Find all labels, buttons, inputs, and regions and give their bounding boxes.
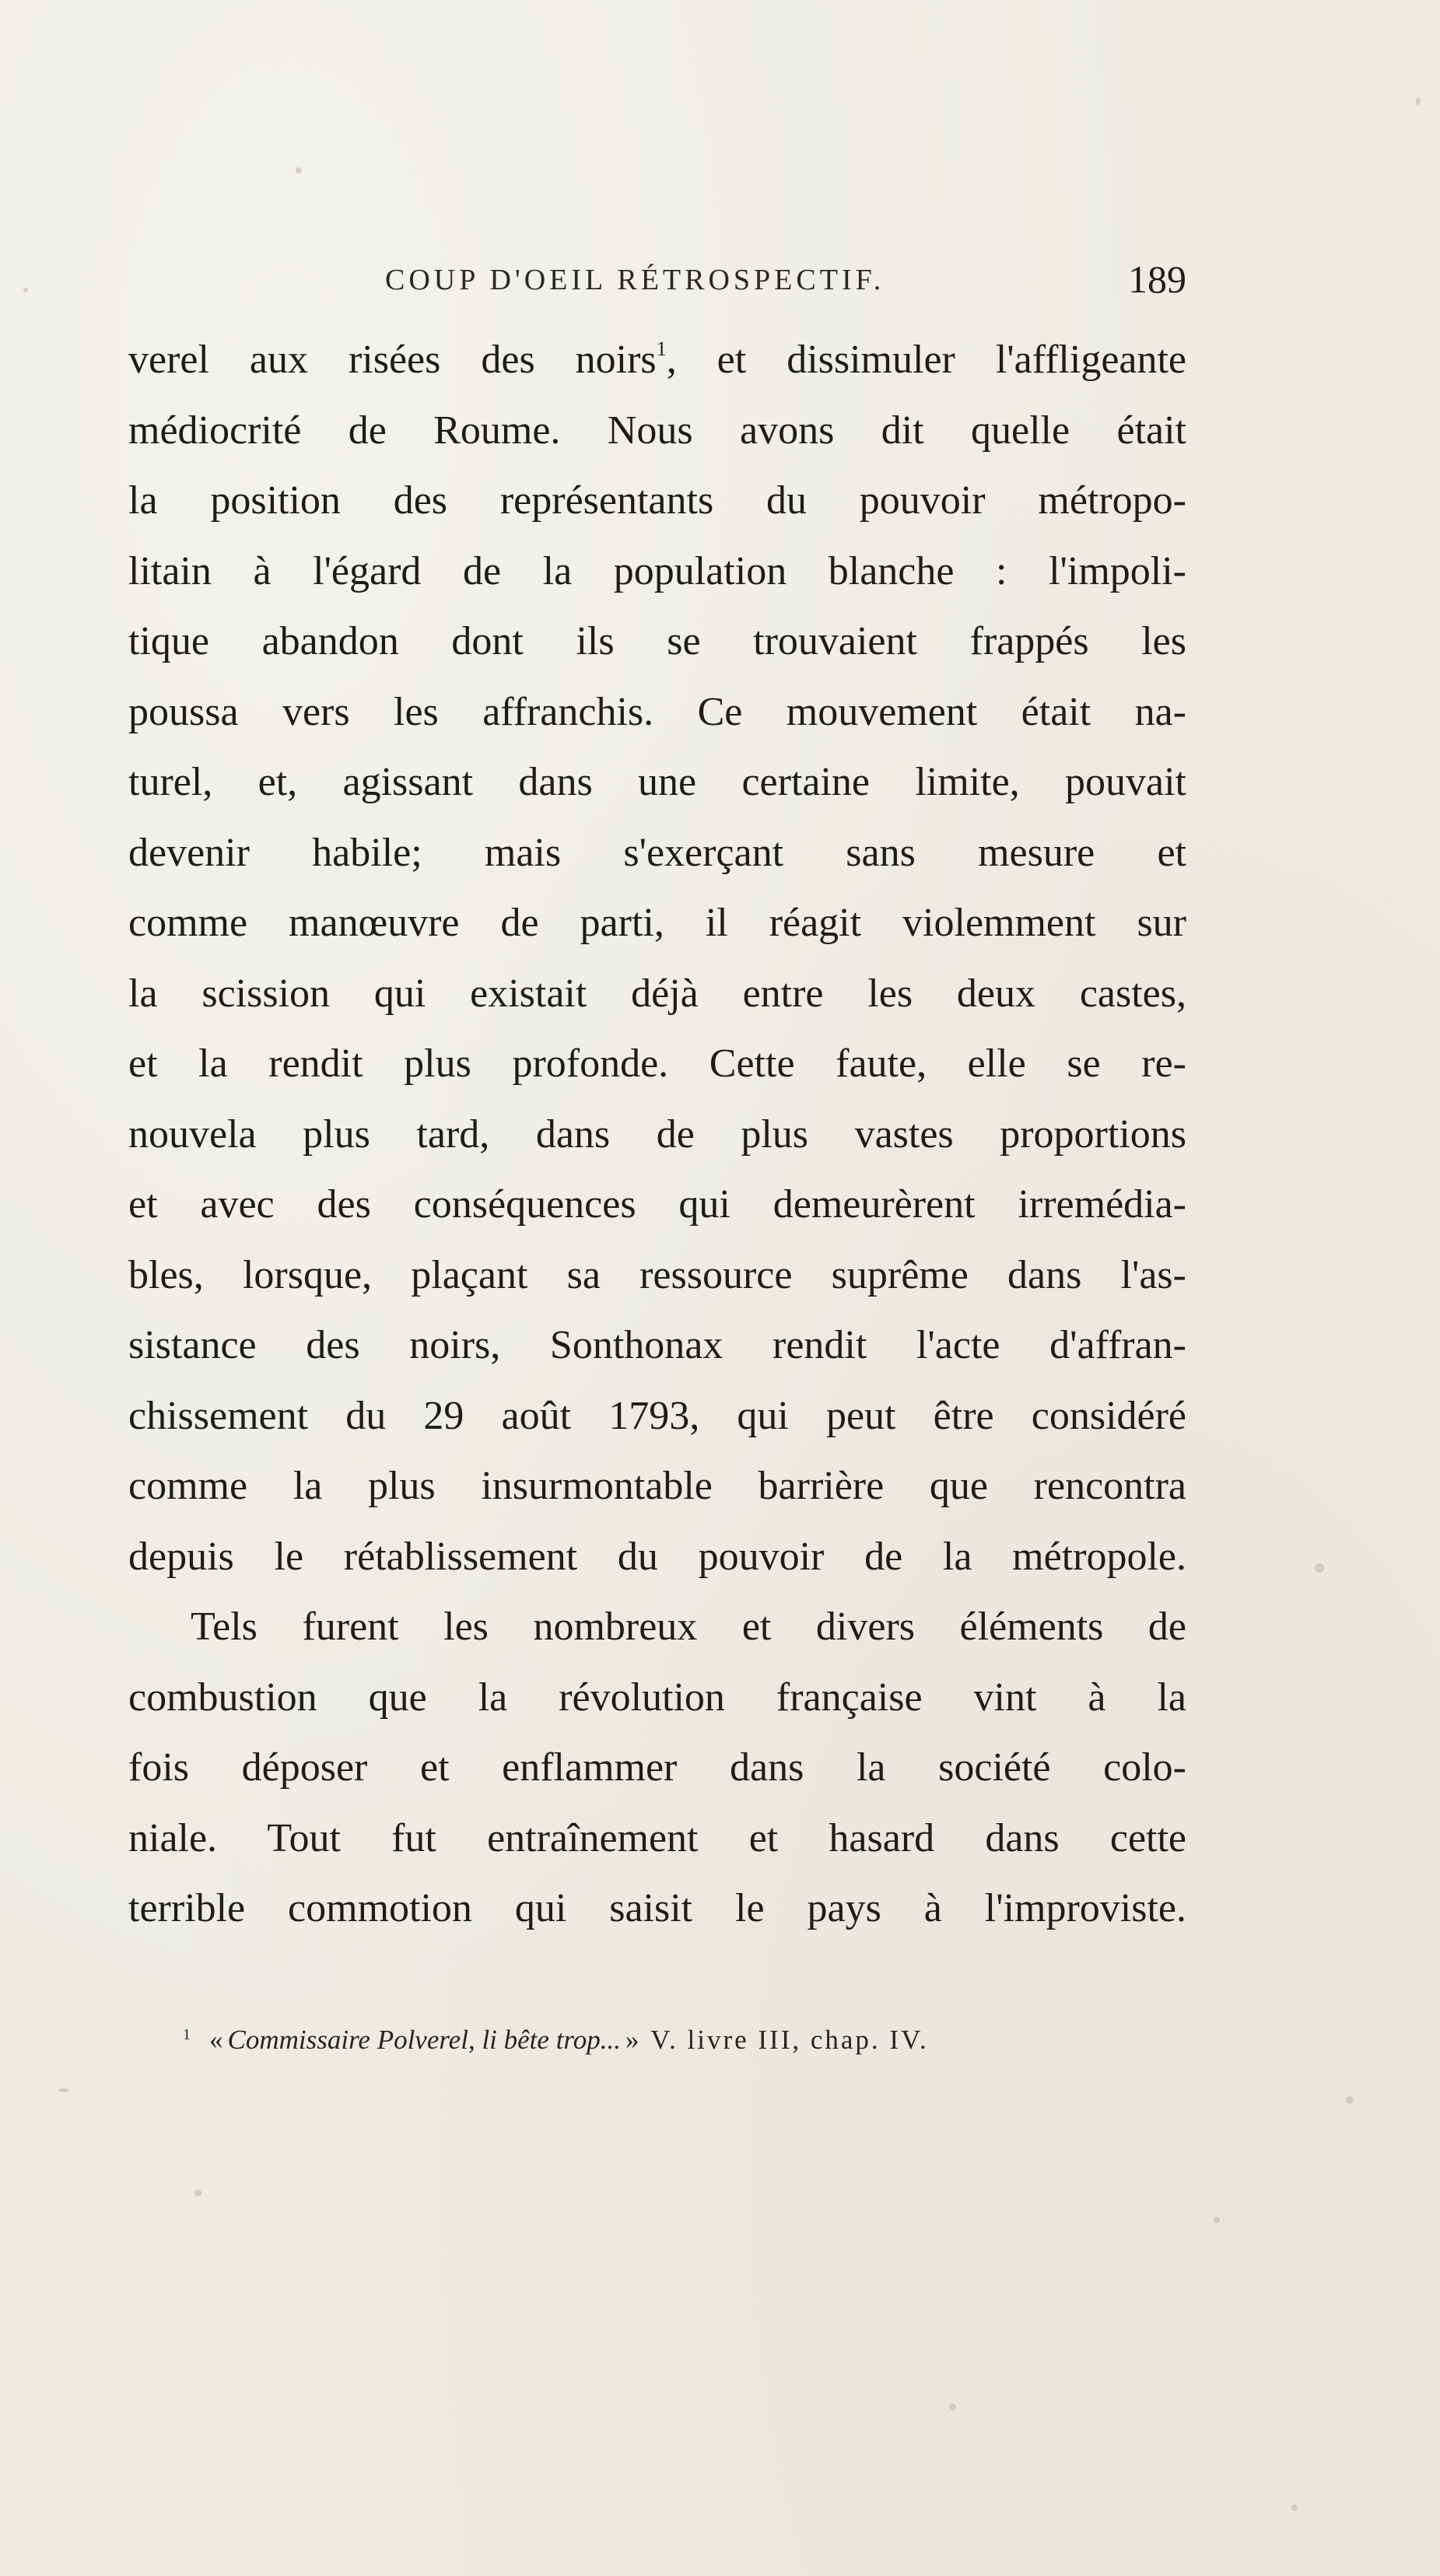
text-line: comme la plus insurmontable barrière que rencontra: [128, 1464, 1186, 1508]
footnote-reference-text: V. livre III, chap. IV.: [650, 2025, 929, 2055]
paper-speck: [194, 2189, 201, 2196]
text-line: et avec des conséquences qui demeurèrent irremédia-: [128, 1182, 1186, 1227]
text-line: médiocrité de Roume. Nous avons dit quelle était: [128, 408, 1186, 453]
footnote-quote-open: «: [209, 2025, 223, 2055]
text-line: combustion que la révolution française vint à la: [128, 1675, 1186, 1720]
paper-speck: [58, 2088, 69, 2092]
text-line: sistance des noirs, Sonthonax rendit l'acte d'affran-: [128, 1323, 1186, 1367]
footnote-reference: 1: [656, 337, 667, 360]
footnote-title: Commissaire Polverel, li bête trop...: [227, 2025, 621, 2055]
paper-speck: [1416, 97, 1421, 105]
text-line: depuis le rétablissement du pouvoir de la métropole.: [128, 1534, 1186, 1579]
text-line: [128, 325, 1186, 396]
text-line: nouvela plus tard, dans de plus vastes proportions: [128, 1111, 1186, 1157]
text-line: poussa vers les affranchis. Ce mouvement était na-: [128, 689, 1186, 734]
text-line: Tels furent les nombreux et divers éléments de: [191, 1605, 1186, 1649]
running-title: COUP D'OEIL RÉTROSPECTIF.: [385, 264, 885, 296]
text-line: bles, lorsque, plaçant sa ressource suprême dans l'as-: [128, 1252, 1186, 1297]
text-line: niale. Tout fut entraînement et hasard dans cette: [128, 1815, 1186, 1860]
paper-speck: [949, 2403, 956, 2410]
text-line: la scission qui existait déjà entre les deux castes,: [128, 971, 1186, 1016]
text-line: fois déposer et enflammer dans la société colo-: [128, 1745, 1186, 1790]
text-line: la position des représentants du pouvoir métropo-: [128, 478, 1186, 523]
page-number: 189: [1128, 257, 1186, 301]
text-segment: , et dissimuler l'affligeante: [666, 338, 1187, 382]
text-line: litain à l'égard de la population blanche : l'impoli-: [128, 548, 1186, 593]
paper-speck: [1291, 2504, 1298, 2511]
paper-speck: [23, 288, 28, 292]
footnote: [183, 2025, 1163, 2056]
paper-speck: [1346, 2096, 1354, 2104]
text-line: terrible commotion qui saisit le pays à l'improviste.: [128, 1886, 1186, 1930]
text-line: et la rendit plus profonde. Cette faute, elle se re-: [128, 1041, 1186, 1086]
text-line: comme manœuvre de parti, il réagit violemment sur: [128, 901, 1186, 945]
text-line: chissement du 29 août 1793, qui peut être considéré: [128, 1393, 1186, 1438]
paper-speck: [1315, 1563, 1324, 1573]
paper-speck: [1214, 2217, 1220, 2223]
page-header: [128, 257, 1186, 310]
text-segment: verel aux risées des noirs: [128, 338, 657, 382]
body-text: [128, 325, 1186, 1944]
text-line: devenir habile; mais s'exerçant sans mesure et: [128, 830, 1186, 875]
footnote-quote-close: »: [625, 2025, 639, 2055]
footnote-marker: 1: [183, 2026, 191, 2043]
paper-speck: [296, 167, 302, 173]
text-line: tique abandon dont ils se trouvaient frappés les: [128, 619, 1186, 663]
text-line: turel, et, agissant dans une certaine limite, pouvait: [128, 760, 1186, 804]
